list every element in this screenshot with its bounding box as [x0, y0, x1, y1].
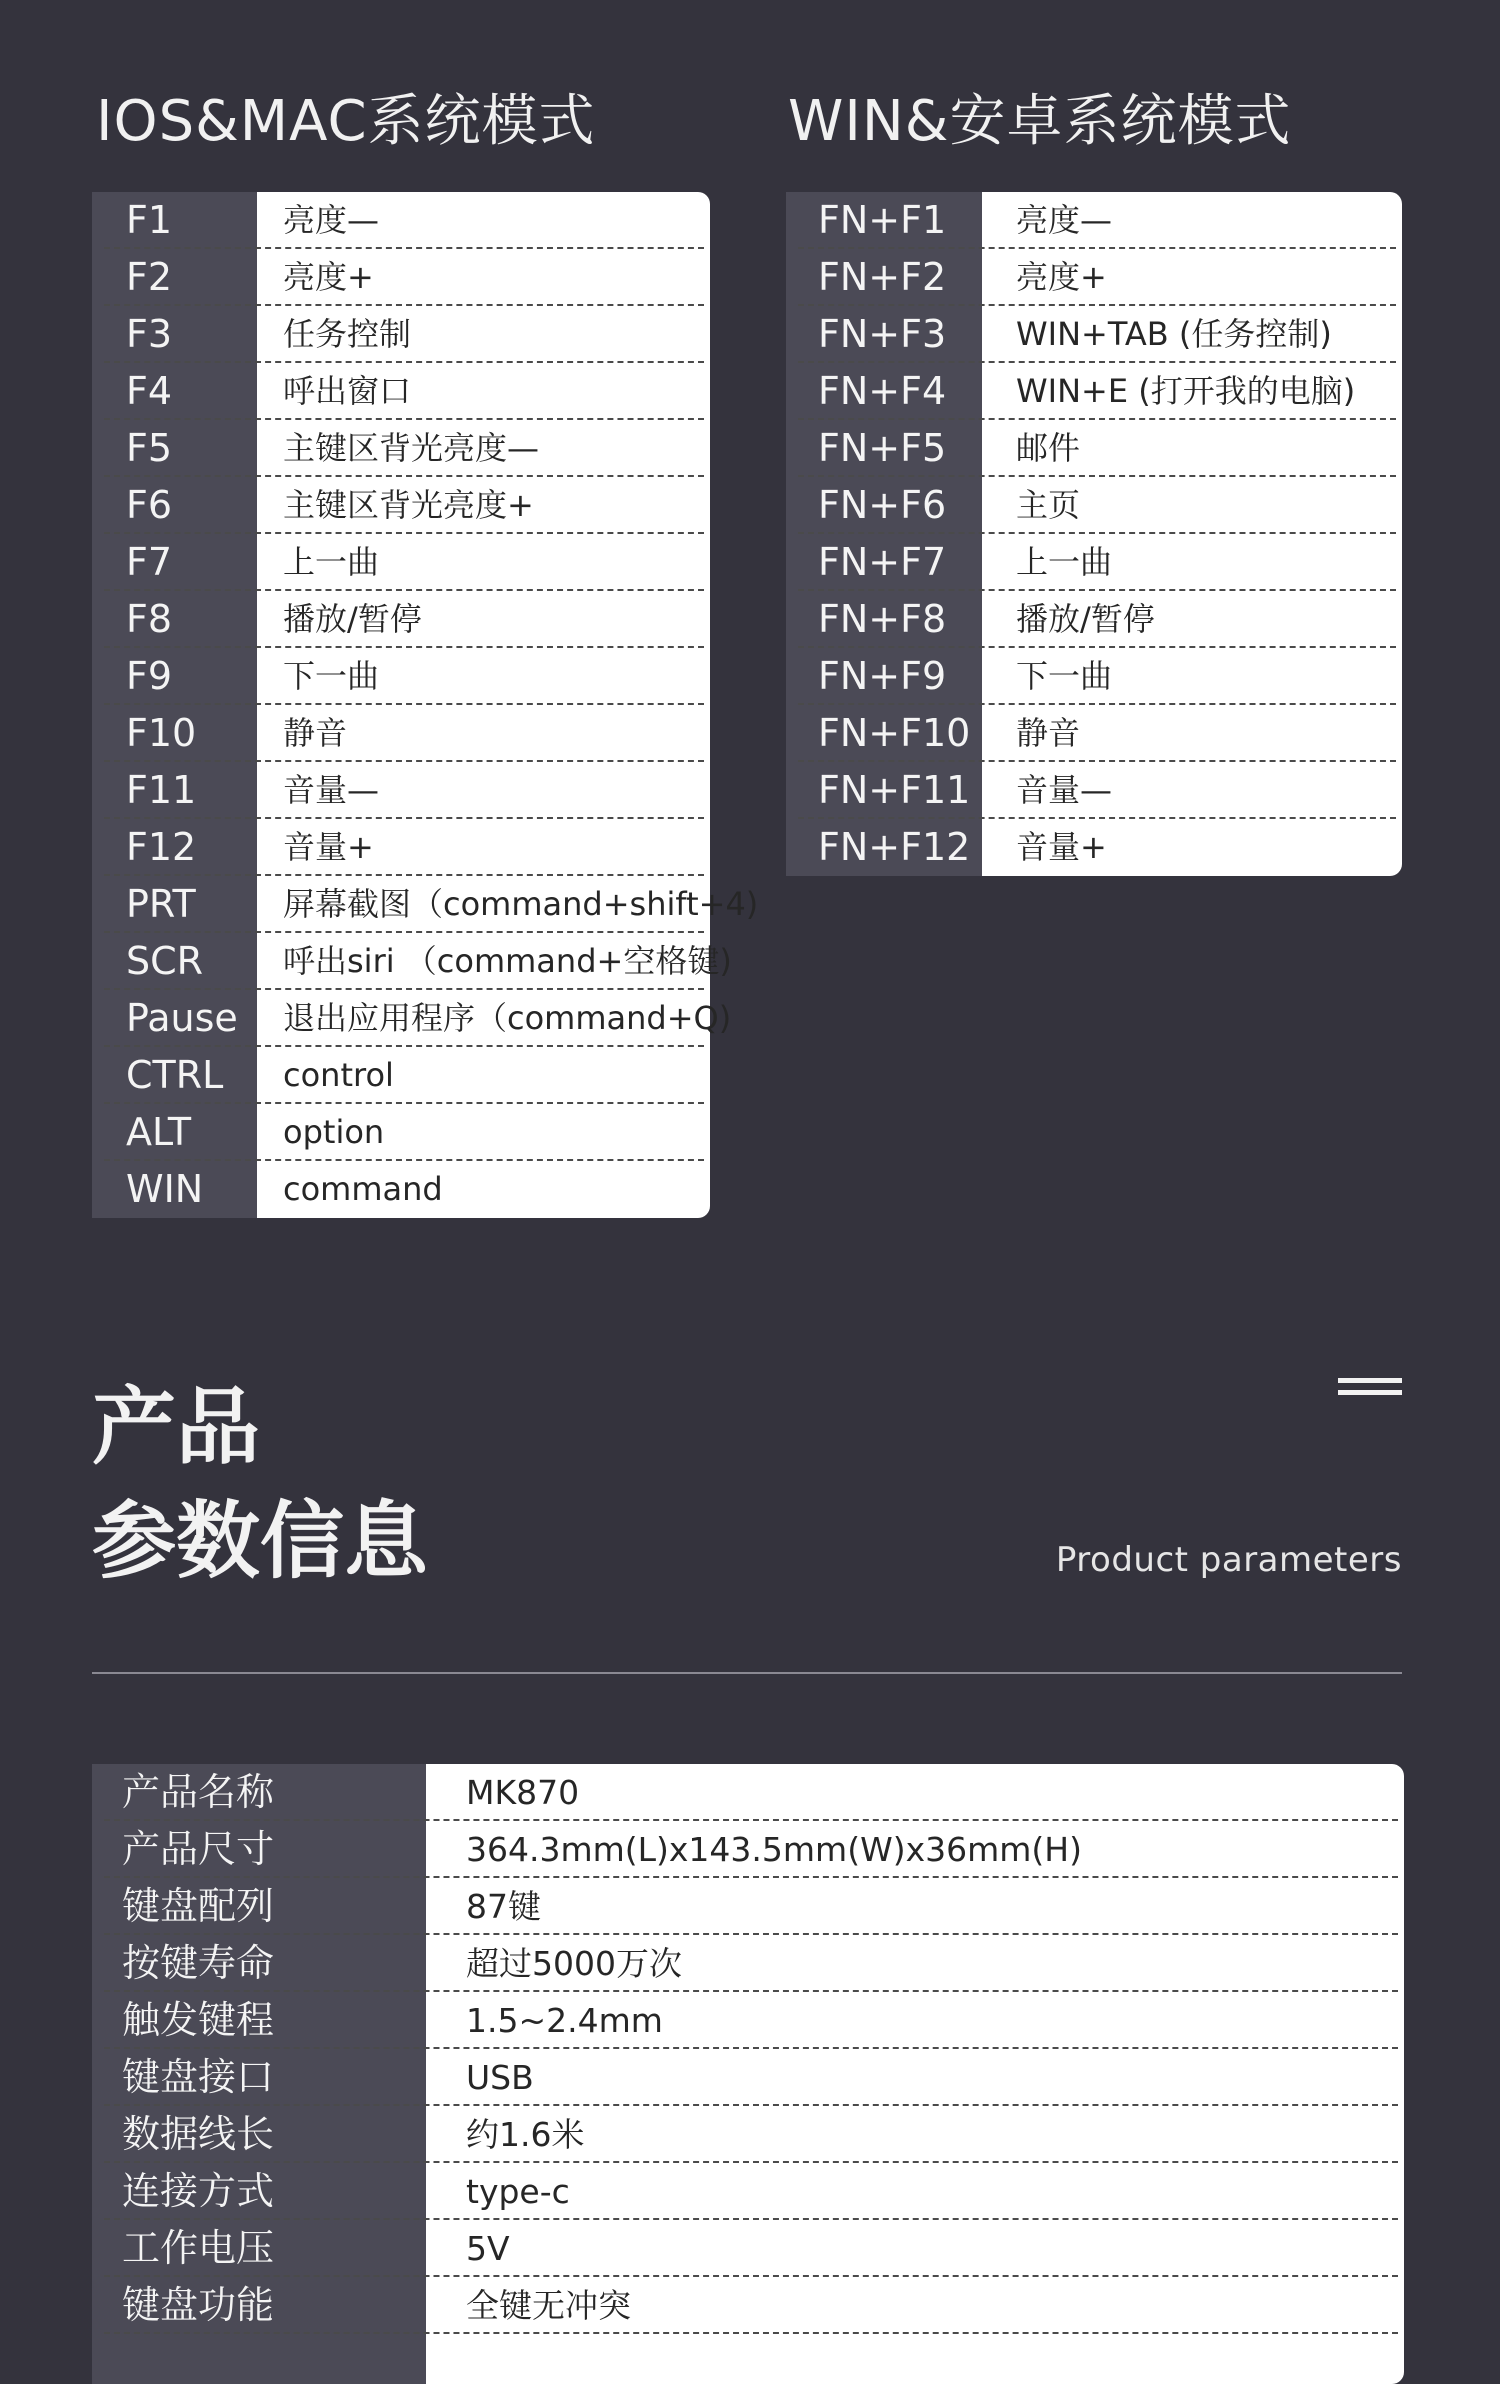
row-key: FN+F7: [818, 540, 947, 584]
row-key: F9: [126, 654, 173, 698]
row-key: 数据线长: [122, 2112, 275, 2156]
row-value: WIN+E (打开我的电脑): [1016, 372, 1356, 410]
row-value: 5V: [466, 2229, 510, 2268]
row-key: F2: [126, 255, 173, 299]
table-row: [786, 819, 1402, 876]
table-row: [92, 534, 710, 591]
params-subtitle: Product parameters: [1055, 1540, 1402, 1580]
row-value: WIN+TAB (任务控制): [1016, 315, 1332, 353]
row-key: F3: [126, 312, 173, 356]
table-row: [786, 477, 1402, 534]
row-key: 键盘接口: [122, 2055, 275, 2099]
table-row: [92, 2163, 1404, 2220]
table-row: [92, 1047, 710, 1104]
table-row: [92, 1935, 1404, 1992]
table-row: [92, 933, 732, 990]
row-key: 产品尺寸: [122, 1827, 275, 1871]
row-value: 亮度+: [283, 258, 374, 296]
table-row: [786, 420, 1402, 477]
row-value: type-c: [466, 2172, 570, 2211]
row-key: F7: [126, 540, 173, 584]
table-row: [92, 1992, 1404, 2049]
row-value: 播放/暂停: [283, 600, 422, 638]
row-value: 主键区背光亮度+: [283, 486, 534, 524]
row-key: PRT: [126, 882, 196, 926]
row-value: 上一曲: [283, 543, 380, 581]
row-key: WIN: [126, 1167, 204, 1211]
table-row: [92, 1764, 1404, 1821]
row-value: 音量+: [1016, 828, 1107, 866]
row-value: 亮度—: [1016, 201, 1113, 239]
table-row: [92, 477, 710, 534]
params-title-line1: 产品: [92, 1378, 261, 1476]
row-value: 87键: [466, 1887, 541, 1926]
row-value: 静音: [283, 714, 348, 752]
mac-key-table: [92, 192, 759, 1218]
row-key: F8: [126, 597, 173, 641]
table-row: [786, 249, 1402, 306]
table-row: [92, 363, 710, 420]
params-table: [92, 1764, 1404, 2384]
table-row: [92, 591, 710, 648]
table-row: [786, 648, 1402, 705]
row-key: FN+F10: [818, 711, 971, 755]
row-key: FN+F9: [818, 654, 947, 698]
table-row: [92, 648, 710, 705]
row-key: FN+F1: [818, 198, 947, 242]
row-value: 退出应用程序（command+Q): [283, 999, 732, 1037]
row-value: 约1.6米: [466, 2115, 585, 2154]
row-value: control: [283, 1056, 394, 1094]
row-value: 1.5~2.4mm: [466, 2001, 663, 2040]
menu-icon[interactable]: [1338, 1378, 1402, 1400]
row-value: MK870: [466, 1773, 580, 1812]
table-row: [786, 591, 1402, 648]
table-row: [786, 534, 1402, 591]
row-value: 下一曲: [1016, 657, 1113, 695]
table-row: [92, 762, 710, 819]
table-row: [92, 249, 710, 306]
row-key: FN+F2: [818, 255, 947, 299]
table-row: [786, 192, 1402, 249]
row-value: 播放/暂停: [1016, 600, 1155, 638]
table-row: [92, 1104, 710, 1161]
table-row: [92, 990, 732, 1047]
row-key: F12: [126, 825, 197, 869]
table-row: [786, 306, 1402, 363]
row-key: 工作电压: [122, 2226, 275, 2270]
mac-mode-title: IOS&MAC系统模式: [96, 89, 596, 154]
table-row: [92, 192, 710, 249]
row-value: option: [283, 1113, 385, 1151]
row-key: SCR: [126, 939, 204, 983]
row-key: F1: [126, 198, 173, 242]
row-value: 任务控制: [283, 315, 412, 353]
params-title-line2: 参数信息: [92, 1492, 429, 1590]
table-row: [786, 762, 1402, 819]
row-value: USB: [466, 2058, 534, 2097]
table-row: [92, 1821, 1404, 1878]
row-value: 音量—: [1016, 771, 1113, 809]
row-key: F5: [126, 426, 173, 470]
table-row: [786, 705, 1402, 762]
row-value: 超过5000万次: [466, 1944, 682, 1983]
params-section-title: [92, 1370, 428, 1598]
row-value: 音量—: [283, 771, 380, 809]
table-row: [92, 2106, 1404, 2163]
table-row: [92, 2220, 1404, 2277]
row-value: 静音: [1016, 714, 1081, 752]
row-value: 音量+: [283, 828, 374, 866]
win-mode-title: WIN&安卓系统模式: [788, 89, 1292, 154]
row-key: F10: [126, 711, 197, 755]
row-key: F6: [126, 483, 173, 527]
row-value: 亮度—: [283, 201, 380, 239]
table-row: [92, 420, 710, 477]
table-row: [786, 363, 1402, 420]
row-value: 全键无冲突: [466, 2286, 631, 2325]
row-key: FN+F8: [818, 597, 947, 641]
row-key: FN+F6: [818, 483, 947, 527]
row-value: 呼出窗口: [283, 372, 412, 410]
win-key-table: [786, 192, 1402, 876]
row-key: ALT: [126, 1110, 192, 1154]
row-value: 邮件: [1016, 429, 1081, 467]
row-value: 上一曲: [1016, 543, 1113, 581]
row-key: FN+F11: [818, 768, 971, 812]
table-row: [92, 2277, 1404, 2334]
row-key: FN+F3: [818, 312, 947, 356]
row-value: 364.3mm(L)x143.5mm(W)x36mm(H): [466, 1830, 1082, 1869]
row-key: 键盘配列: [122, 1884, 275, 1928]
row-key: Pause: [126, 996, 238, 1040]
table-row: [92, 1161, 710, 1218]
row-value: 下一曲: [283, 657, 380, 695]
row-key: 按键寿命: [122, 1941, 275, 1985]
row-key: 产品名称: [122, 1770, 275, 1814]
row-key: 键盘功能: [122, 2283, 275, 2327]
row-value: 屏幕截图（command+shift+4): [283, 885, 759, 923]
row-key: F11: [126, 768, 197, 812]
row-value: 主页: [1016, 486, 1081, 524]
table-row: [92, 876, 759, 933]
row-key: FN+F4: [818, 369, 947, 413]
row-key: FN+F5: [818, 426, 947, 470]
table-row: [92, 2049, 1404, 2106]
row-key: F4: [126, 369, 173, 413]
table-row: [92, 819, 710, 876]
table-row: [92, 1878, 1404, 1935]
row-value: 亮度+: [1016, 258, 1107, 296]
row-key: 连接方式: [122, 2169, 275, 2213]
table-row: [92, 306, 710, 363]
section-divider: [92, 1672, 1402, 1674]
table-row: [92, 705, 710, 762]
row-key: CTRL: [126, 1053, 224, 1097]
row-key: FN+F12: [818, 825, 971, 869]
row-value: command: [283, 1170, 443, 1208]
row-value: 呼出siri （command+空格键): [283, 942, 732, 980]
row-value: 主键区背光亮度—: [283, 429, 540, 467]
row-key: 触发键程: [122, 1998, 275, 2042]
